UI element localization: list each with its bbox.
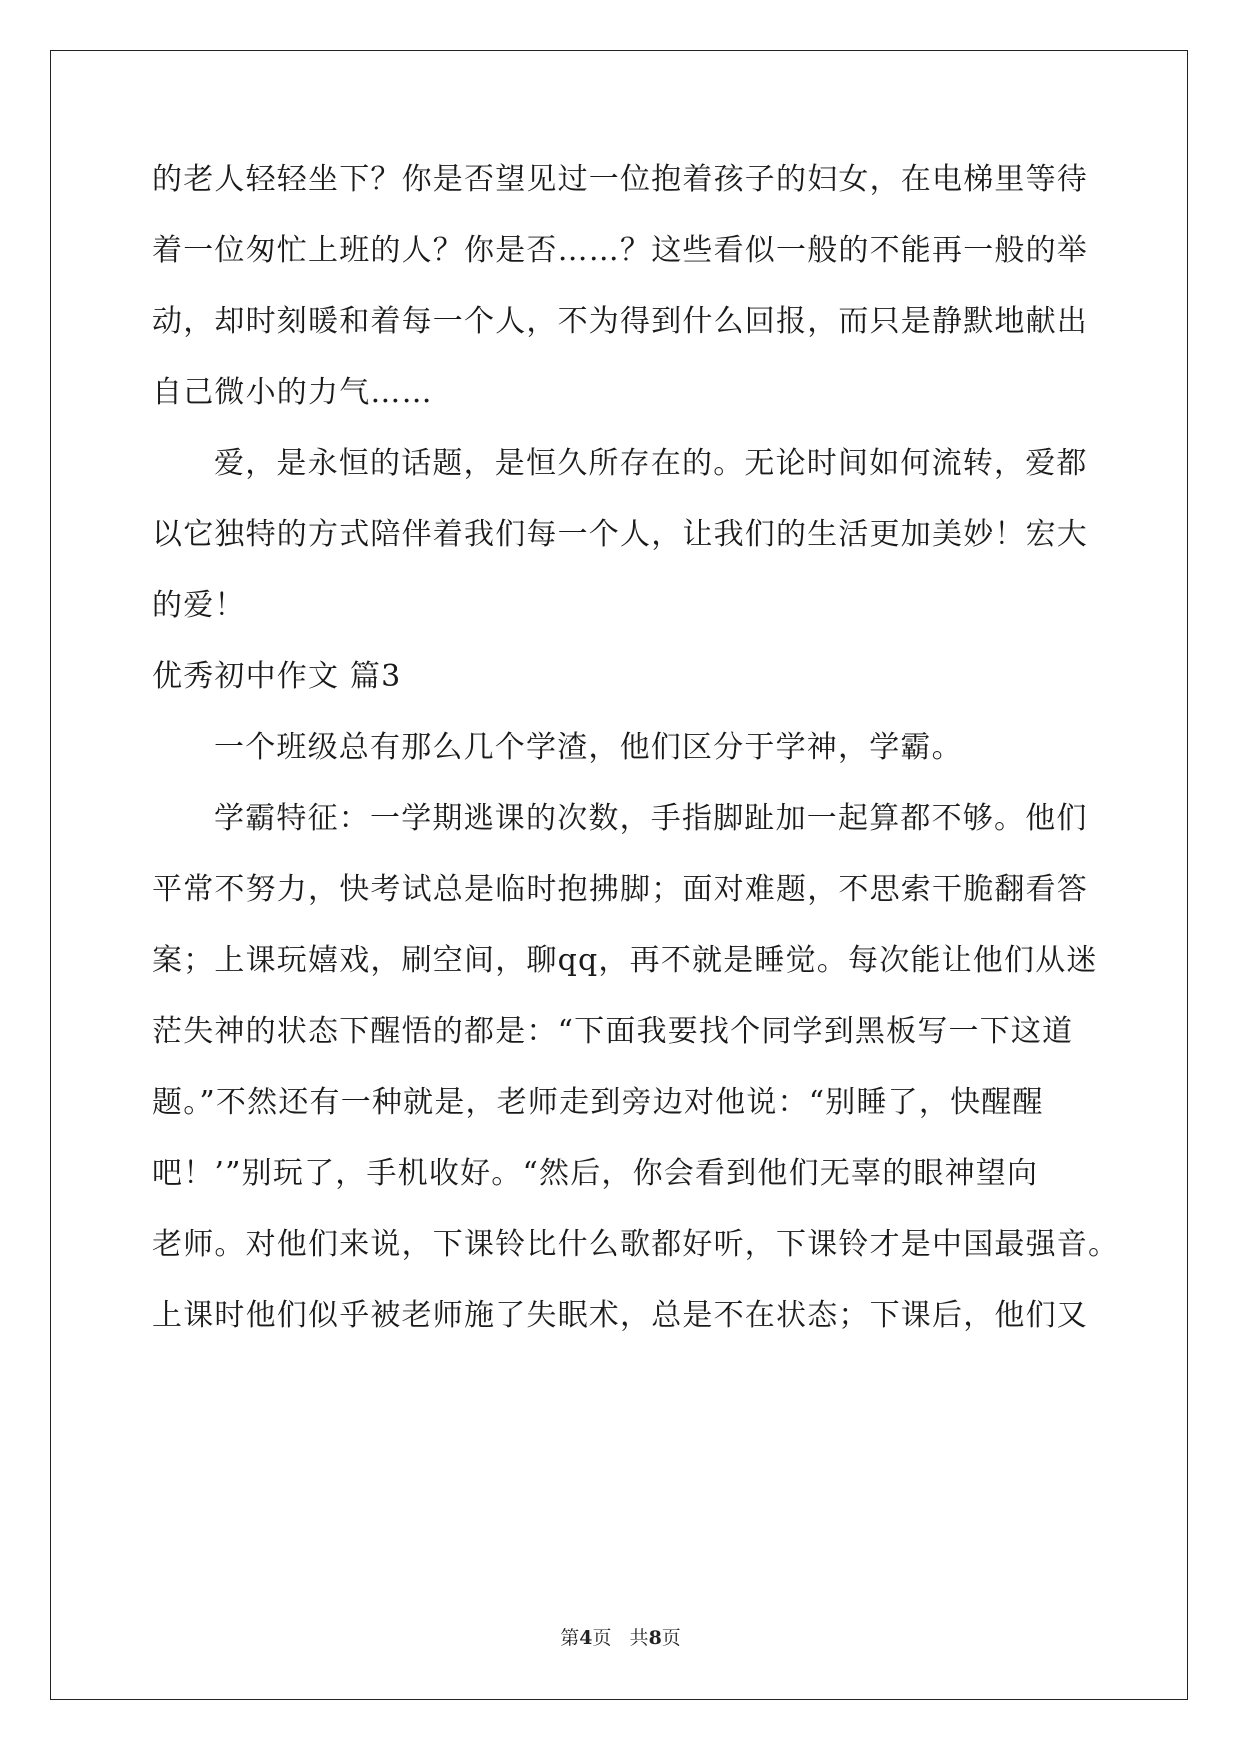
body-line: 吧！’”别玩了，手机收好。“然后，你会看到他们无辜的眼神望向 xyxy=(152,1156,1039,1191)
current-page-number: 4 xyxy=(579,1627,593,1649)
body-line: 上课时他们似乎被老师施了失眠术，总是不在状态；下课后，他们又 xyxy=(152,1298,1088,1333)
body-line: 老师。对他们来说，下课铃比什么歌都好听，下课铃才是中国最强音。 xyxy=(152,1227,1120,1262)
body-line: 案；上课玩嬉戏，刷空间，聊qq，再不就是睡觉。每次能让他们从迷 xyxy=(152,943,1098,978)
body-line: 着一位匆忙上班的人？你是否……？这些看似一般的不能再一般的举 xyxy=(152,233,1088,268)
body-line: 动，却时刻暖和着每一个人，不为得到什么回报，而只是静默地献出 xyxy=(152,304,1088,339)
footer-suffix: 页 xyxy=(661,1627,681,1649)
footer-middle: 页 共 xyxy=(592,1627,649,1649)
paragraph-first-line: 学霸特征：一学期逃课的次数，手指脚趾加一起算都不够。他们 xyxy=(214,801,1088,836)
total-page-count: 8 xyxy=(648,1627,662,1649)
body-line: 的爱！ xyxy=(152,588,246,623)
section-heading: 优秀初中作文 篇3 xyxy=(152,659,402,694)
body-line: 题。”不然还有一种就是，老师走到旁边对他说：“别睡了，快醒醒 xyxy=(152,1085,1044,1120)
body-line: 的老人轻轻坐下？你是否望见过一位抱着孩子的妇女，在电梯里等待 xyxy=(152,162,1088,197)
body-line: 自己微小的力气…… xyxy=(152,375,433,410)
body-line: 茫失神的状态下醒悟的都是：“下面我要找个同学到黑板写一下这道 xyxy=(152,1014,1074,1049)
body-line: 平常不努力，快考试总是临时抱拂脚；面对难题，不思索干脆翻看答 xyxy=(152,872,1088,907)
paragraph-first-line: 爱，是永恒的话题，是恒久所存在的。无论时间如何流转，爱都 xyxy=(214,446,1088,481)
body-line: 以它独特的方式陪伴着我们每一个人，让我们的生活更加美妙！宏大 xyxy=(152,517,1088,552)
paragraph-first-line: 一个班级总有那么几个学渣，他们区分于学神，学霸。 xyxy=(214,730,963,765)
footer-prefix: 第 xyxy=(560,1627,580,1649)
page-footer xyxy=(0,1623,1241,1650)
